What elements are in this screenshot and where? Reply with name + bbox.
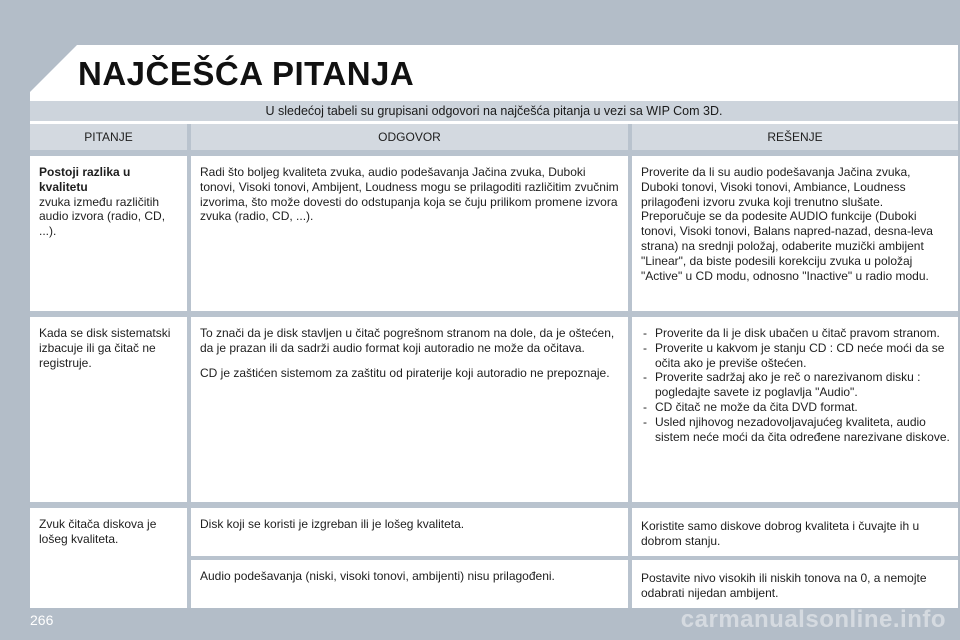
row1-solution-text: Proverite da li su audio podešavanja Jačina zvuka, Duboki tonovi, Visoki tonovi, Ambiance, Loudness prilagođeni izvoru zvuka koji trenutno slušate. Preporučuje se da podesite AUDIO funkcije (Duboki tonovi, Visoki tonovi, Balans napred-nazad, desna-leva strana) na srednji položaj, odaberite muzički ambijent "Linear", da biste podesili korekciju zvuka u položaj "Active" u CD modu, odnosno "Inactive" u radio modu. — [641, 165, 933, 283]
row2-question — [30, 317, 187, 502]
intro-text: U sledećoj tabeli su grupisani odgovori na najčešća pitanja u vezi sa WIP Com 3D. — [265, 104, 723, 118]
row3a-answer — [191, 508, 628, 556]
row1-solution — [632, 156, 958, 311]
row2-solution — [632, 317, 958, 502]
row1-question-bold: Postoji razlika u kvalitetu — [39, 165, 131, 194]
faq-table — [30, 124, 958, 608]
page-title: NAJČEŠĆA PITANJA — [78, 55, 415, 92]
row3a-solution-text: Koristite samo diskove dobrog kvaliteta i čuvajte ih u dobrom stanju. — [641, 519, 920, 548]
row1-question — [30, 156, 187, 311]
solution-list-item: - Proverite da li je disk ubačen u čitač pravom stranom. — [641, 326, 950, 341]
row3b-answer — [191, 560, 628, 608]
header-solution: REŠENJE — [632, 124, 958, 150]
row1-question-text: zvuka između različitih audio izvora (radio, CD, ...). — [39, 194, 166, 239]
row3-question-text: Zvuk čitača diskova je lošeg kvaliteta. — [39, 517, 157, 546]
solution-list-item: - Proverite sadržaj ako je reč o narezivanom disku : pogledajte savete iz poglavlja "Audio". — [641, 370, 950, 400]
solution-list-item: - CD čitač ne može da čita DVD format. — [641, 400, 950, 415]
row2-question-text: Kada se disk sistematski izbacuje ili ga čitač ne registruje. — [39, 326, 171, 370]
row2-answer-text-2: CD je zaštićen sistemom za zaštitu od piraterije koji autoradio ne prepoznaje. — [200, 365, 610, 380]
row3a-solution — [632, 508, 958, 556]
intro-band — [30, 101, 958, 121]
watermark-text: carmanualsonline.info — [680, 606, 946, 633]
row3-question — [30, 508, 187, 608]
header-answer: ODGOVOR — [191, 124, 628, 150]
row2-solution-list — [641, 326, 950, 444]
header-question: PITANJE — [30, 124, 187, 150]
row1-answer — [191, 156, 628, 311]
row3b-answer-text: Audio podešavanja (niski, visoki tonovi, ambijenti) nisu prilagođeni. — [200, 569, 555, 583]
page-number: 266 — [30, 612, 54, 628]
row2-answer-text-1: To znači da je disk stavljen u čitač pogrešnom stranom na dole, da je oštećen, da je prazan ili da sadrži audio format koji autoradio ne može da očitava. — [200, 326, 615, 355]
row3a-answer-text: Disk koji se koristi je izgreban ili je lošeg kvaliteta. — [200, 517, 465, 531]
solution-list-item: - Proverite u kakvom je stanju CD : CD neće moći da se očita ako je previše oštećen. — [641, 341, 950, 371]
row1-answer-text: Radi što boljeg kvaliteta zvuka, audio podešavanja Jačina zvuka, Duboki tonovi, Visoki tonovi, Ambijent, Loudness mogu se prilagoditi različitim zvučnim izvorima, što može dovesti do odstupanja koja se čuju prilikom promene izvora zvuka (radio, CD, ...). — [200, 165, 619, 224]
row3b-solution-text: Postavite nivo visokih ili niskih tonova na 0, a nemojte odabrati nijedan ambijent. — [641, 571, 927, 600]
row3b-solution — [632, 560, 958, 608]
solution-list-item: - Usled njihovog nezadovoljavajućeg kvaliteta, audio sistem neće moći da čita određene narezivane diskove. — [641, 415, 950, 445]
row2-answer — [191, 317, 628, 502]
